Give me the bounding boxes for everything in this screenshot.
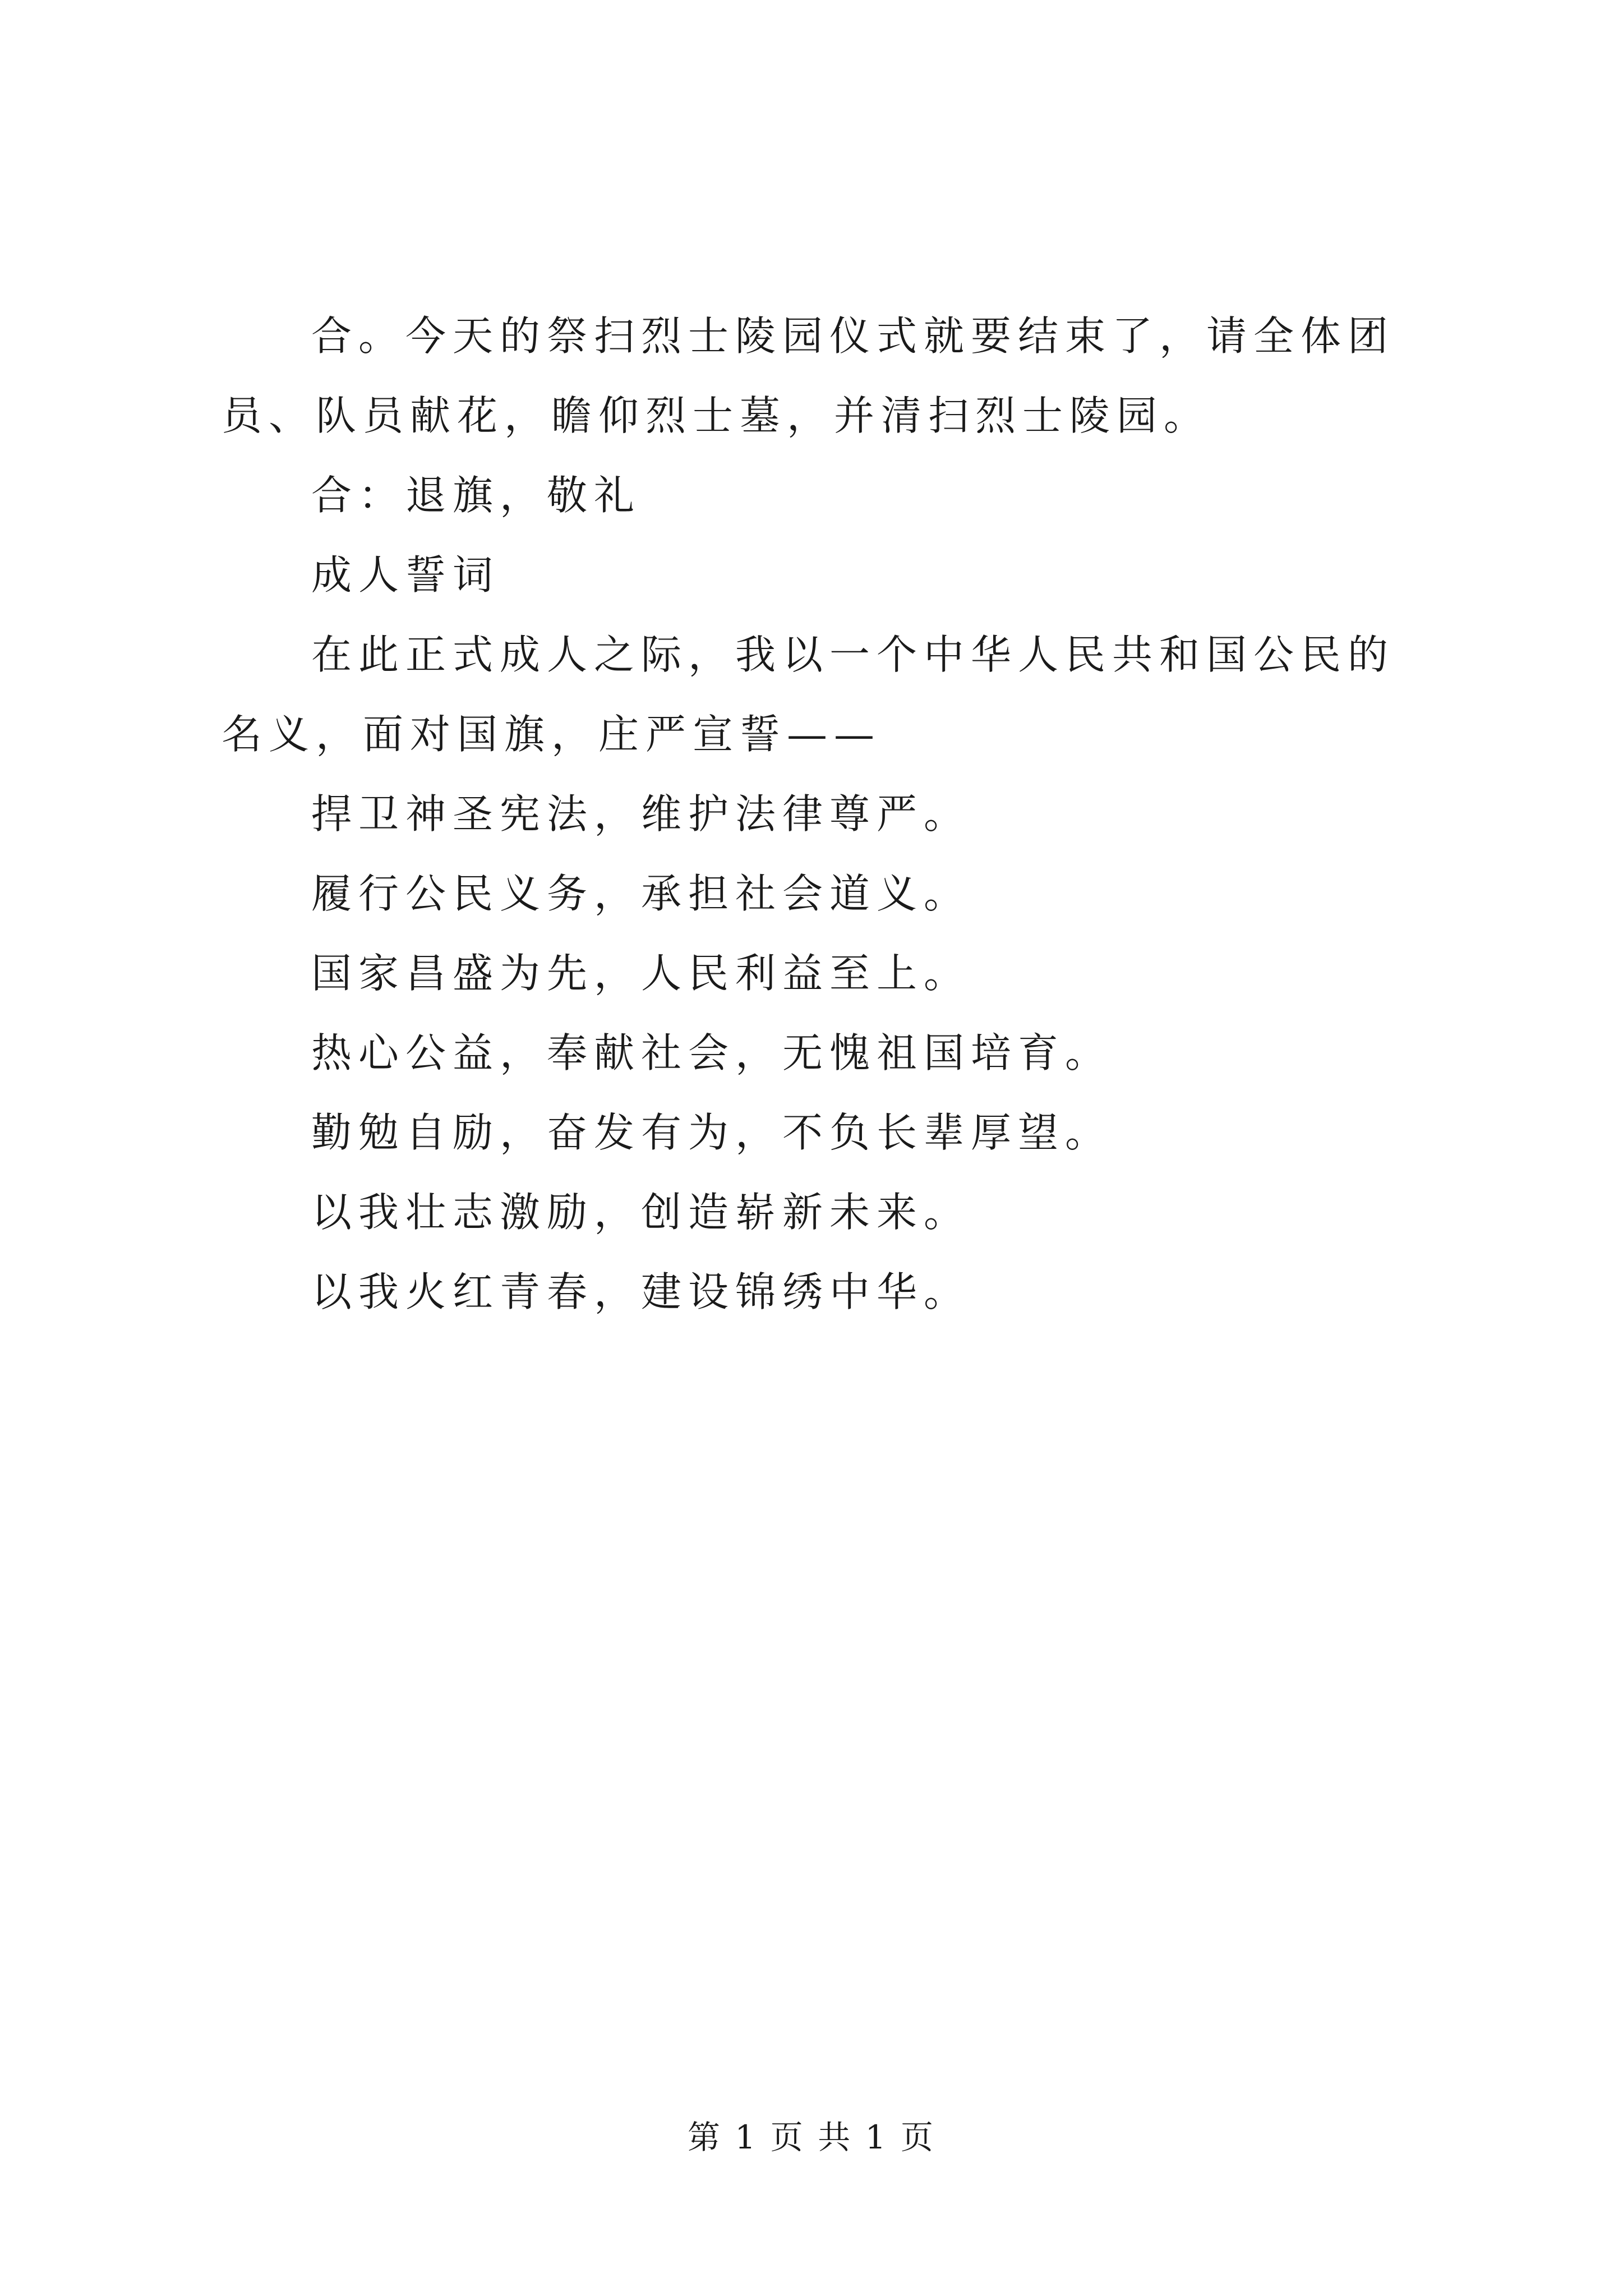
page-footer: 第 1 页 共 1 页 — [688, 2118, 935, 2156]
paragraph-oath-line-3: 国家昌盛为先，人民利益至上。 — [311, 950, 971, 997]
paragraph-ceremony-end: 合。今天的祭扫烈士陵园仪式就要结束了，请全体团员、队员献花，瞻仰烈士墓，并清扫烈士陵园。 — [222, 312, 1395, 439]
paragraph-oath-intro: 在此正式成人之际，我以一个中华人民共和国公民的名义，面对国旗，庄严宣誓—— — [222, 631, 1395, 758]
paragraph-oath-line-4: 热心公益，奉献社会，无愧祖国培育。 — [311, 1029, 1113, 1076]
paragraph-oath-line-7: 以我火红青春，建设锦绣中华。 — [311, 1268, 971, 1315]
paragraph-oath-line-6: 以我壮志激励，创造崭新未来。 — [311, 1189, 971, 1236]
paragraph-oath-line-5: 勤勉自励，奋发有为，不负长辈厚望。 — [311, 1109, 1113, 1156]
document-body — [222, 296, 1441, 1332]
paragraph-oath-line-1: 捍卫神圣宪法，维护法律尊严。 — [311, 790, 971, 838]
paragraph-oath-title: 成人誓词 — [311, 551, 500, 599]
paragraph-oath-line-2: 履行公民义务，承担社会道义。 — [311, 870, 971, 917]
paragraph-retire-flag: 合：退旗，敬礼 — [311, 472, 642, 519]
